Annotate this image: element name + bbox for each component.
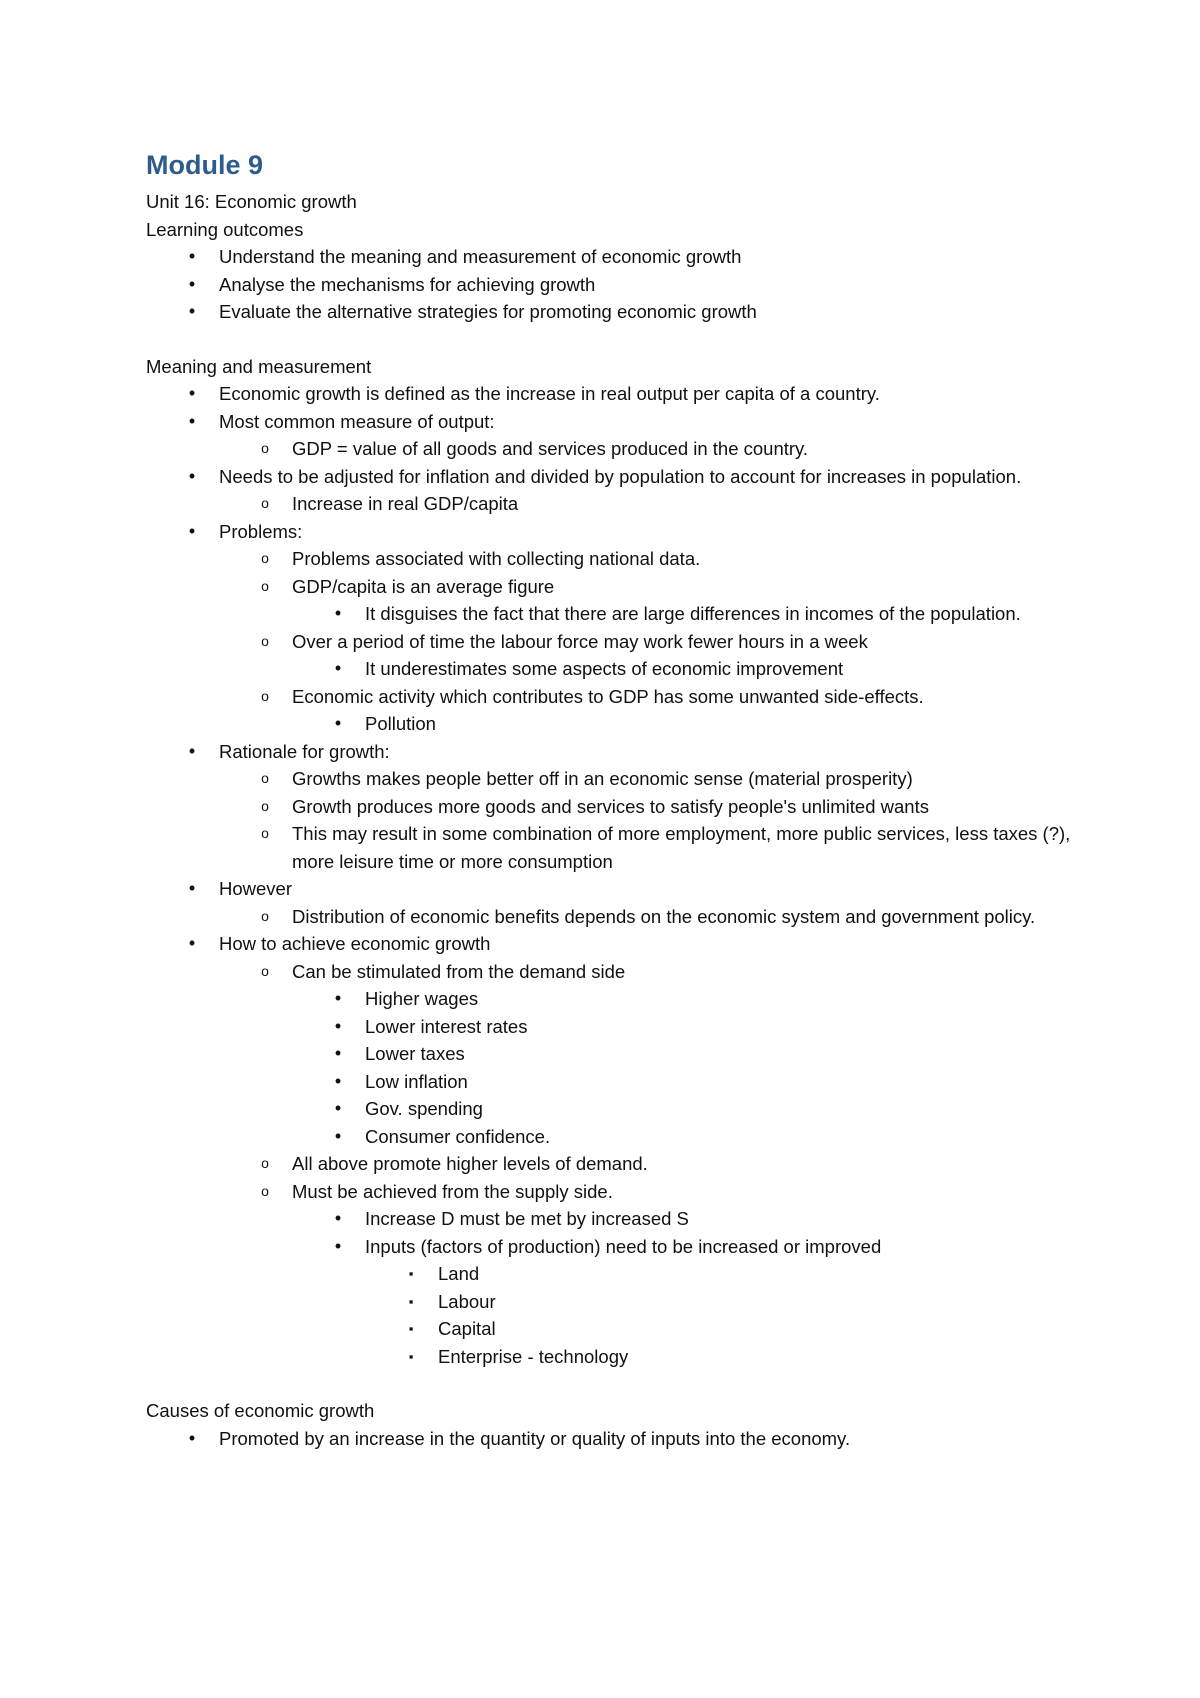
bullet-icon: • [334,713,342,733]
square-bullet-icon: ▪ [408,1293,414,1309]
list-item-text: How to achieve economic growth [219,933,491,954]
list-item [146,298,1080,326]
list-item [146,271,1080,299]
list-item [146,435,1080,463]
list-item-text: Promoted by an increase in the quantity or quality of inputs into the economy. [219,1427,851,1449]
list-item [146,793,1080,821]
circle-bullet-icon: o [261,687,269,704]
list-item-text: Pollution [365,713,436,734]
list-item-text: It underestimates some aspects of economic improvement [365,658,844,679]
list-item-text: Low inflation [365,1070,468,1092]
list-item [146,683,1080,711]
circle-bullet-icon: o [261,577,269,594]
list-item [146,545,1080,573]
square-bullet-icon: ▪ [408,1266,414,1281]
bullet-icon: • [188,878,196,898]
list-item-text: GDP/capita is an average figure [292,575,555,597]
list-item [146,600,1080,628]
list-item-text: Growths makes people better off in an economic sense (material prosperity) [292,768,913,789]
list-item-text: GDP = value of all goods and services produced in the country. [292,438,809,459]
list-item-text: It disguises the fact that there are large differences in incomes of the population. [365,603,1021,624]
list-item-text: Higher wages [365,988,479,1009]
circle-bullet-icon: o [261,1182,269,1199]
bullet-icon: • [334,1098,342,1118]
bullet-icon: • [334,1235,342,1256]
list-item-text: Most common measure of output: [219,410,495,432]
list-item-text: Increase in real GDP/capita [292,493,519,514]
list-item-text: Problems: [219,520,303,542]
list-item [146,958,1080,986]
list-item [146,1425,1080,1453]
list-item [146,710,1080,738]
list-item-text: Problems associated with collecting national data. [292,548,701,569]
list-item-text: Economic growth is defined as the increase in real output per capita of a country. [219,383,880,404]
list-item [146,1288,1080,1316]
bullet-icon: • [188,1427,196,1448]
circle-bullet-icon: o [261,495,269,511]
list-item-text: Labour [438,1290,496,1312]
list-item [146,1040,1080,1068]
bullet-icon: • [334,1208,342,1228]
list-item [146,1315,1080,1343]
circle-bullet-icon: o [261,825,269,841]
list-item-text: Enterprise - technology [438,1345,629,1367]
bullet-icon: • [188,465,196,486]
circle-bullet-icon: o [261,797,269,814]
list-item-text: Gov. spending [365,1098,483,1119]
list-item [146,985,1080,1013]
list-item [146,1150,1080,1178]
list-item [146,518,1080,546]
bullet-icon: • [188,410,196,431]
list-item-text: Evaluate the alternative strategies for promoting economic growth [219,301,757,322]
list-item [146,1343,1080,1371]
list-item [146,408,1080,436]
bullet-icon: • [334,1070,342,1091]
list-item-text: All above promote higher levels of demand. [292,1153,648,1174]
bullet-icon: • [188,246,196,266]
list-item-text: Land [438,1263,480,1284]
list-item [146,573,1080,601]
circle-bullet-icon: o [261,550,269,566]
bullet-icon: • [334,1043,342,1063]
bullet-icon: • [188,933,196,953]
list-item-text: Lower interest rates [365,1015,528,1037]
list-item [146,1233,1080,1261]
list-item [146,930,1080,958]
bullet-icon: • [188,520,196,541]
unit-heading: Unit 16: Economic growth [146,191,357,212]
list-item [146,1205,1080,1233]
bullet-icon: • [334,988,342,1008]
list-item-text: Growth produces more goods and services to satisfy people's unlimited wants [292,795,929,817]
list-item-text: Must be achieved from the supply side. [292,1180,613,1202]
circle-bullet-icon: o [261,440,269,456]
bullet-icon: • [188,383,196,403]
list-item-text: Capital [438,1318,496,1339]
list-item [146,490,1080,518]
circle-bullet-icon: o [261,907,269,924]
learning-outcomes-heading: Learning outcomes [146,218,304,240]
list-item-text: Consumer confidence. [365,1125,551,1147]
circle-bullet-icon: o [261,770,269,786]
list-item [146,1178,1080,1206]
list-item-text: Inputs (factors of production) need to be increased or improved [365,1235,882,1257]
list-item [146,243,1080,271]
bullet-icon: • [334,1125,342,1146]
meaning-heading: Meaning and measurement [146,355,372,377]
bullet-icon: • [188,740,196,761]
list-item [146,1260,1080,1288]
list-item [146,1013,1080,1041]
list-item [146,1095,1080,1123]
circle-bullet-icon: o [261,632,269,649]
list-item-text: Economic activity which contributes to GDP has some unwanted side-effects. [292,685,924,707]
list-item [146,463,1080,491]
list-item-text: Lower taxes [365,1043,465,1064]
list-item [146,380,1080,408]
square-bullet-icon: ▪ [408,1348,414,1364]
list-item [146,820,1080,875]
bullet-icon: • [334,1015,342,1036]
square-bullet-icon: ▪ [408,1321,414,1336]
list-item-text: Rationale for growth: [219,740,390,762]
list-item-text: This may result in some combination of more employment, more public services, less taxes (?), more leisure time or more consumption [292,823,1071,872]
circle-bullet-icon: o [261,1155,269,1171]
list-item [146,875,1080,903]
bullet-icon: • [188,301,196,321]
list-item [146,628,1080,656]
list-item [146,765,1080,793]
spacer [146,1370,1080,1397]
list-item [146,655,1080,683]
list-item-text: However [219,878,292,899]
list-item [146,738,1080,766]
list-item-text: Distribution of economic benefits depends on the economic system and government policy. [292,905,1036,927]
list-item [146,1068,1080,1096]
page-title: Module 9 [146,150,264,180]
list-item [146,903,1080,931]
list-item-text: Understand the meaning and measurement of economic growth [219,246,742,267]
circle-bullet-icon: o [261,962,269,979]
bullet-icon: • [334,658,342,678]
bullet-icon: • [188,273,196,294]
list-item-text: Over a period of time the labour force may work fewer hours in a week [292,630,868,652]
spacer [146,326,1080,353]
bullet-icon: • [334,603,342,623]
list-item-text: Increase D must be met by increased S [365,1208,689,1229]
list-item-text: Analyse the mechanisms for achieving growth [219,273,596,295]
causes-heading: Causes of economic growth [146,1400,375,1421]
list-item-text: Needs to be adjusted for inflation and divided by population to account for increases in population. [219,465,1022,487]
list-item-text: Can be stimulated from the demand side [292,960,626,982]
list-item [146,1123,1080,1151]
